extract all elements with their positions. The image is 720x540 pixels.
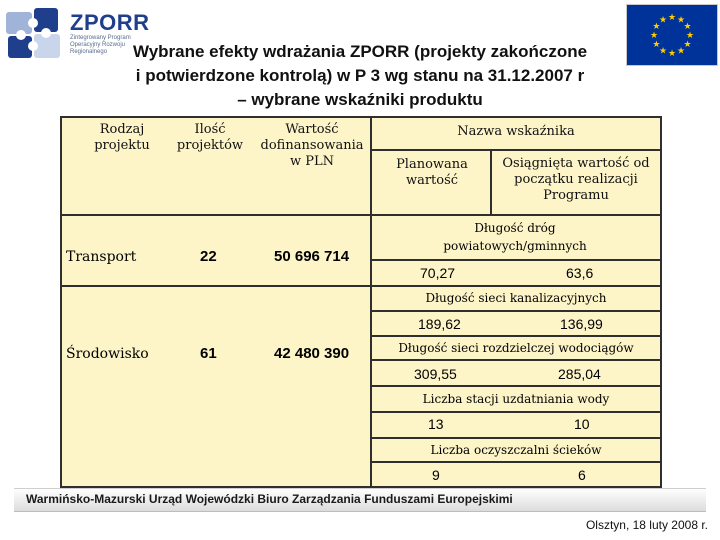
indicator-planned: 13 [428, 416, 444, 432]
header-planned-value: Planowana wartość [396, 157, 468, 188]
indicator-planned: 189,62 [418, 316, 461, 332]
slide-title [70, 40, 650, 112]
indicator-name: Długość sieci kanalizacyjnych [425, 291, 607, 305]
title-line: – wybrane wskaźniki produktu [237, 90, 483, 109]
row-transport-value: 50 696 714 [274, 248, 350, 265]
indicator-achieved: 136,99 [560, 316, 603, 332]
indicator-achieved: 285,04 [558, 366, 601, 382]
table-rule [60, 214, 662, 216]
indicator-planned: 309,55 [414, 366, 457, 382]
table-rule [60, 285, 662, 287]
header-project-type: Rodzaj projektu [94, 122, 150, 153]
header-project-count: Ilość projektów [176, 122, 244, 153]
svg-text:★: ★ [652, 40, 661, 50]
table-rule [60, 116, 662, 118]
indicator-achieved: 63,6 [566, 265, 594, 281]
table-rule [372, 335, 662, 337]
row-environment-value: 42 480 390 [274, 345, 350, 362]
table-rule [660, 116, 662, 488]
header-funding-value: Wartość dofinansowania w PLN [260, 122, 364, 169]
title-line: i potwierdzone kontrolą) w P 3 wg stanu na 31.12.2007 r [135, 66, 585, 85]
row-environment-type: Środowisko [66, 346, 149, 362]
indicator-achieved: 6 [578, 467, 586, 483]
svg-text:★: ★ [685, 31, 695, 41]
puzzle-logo-icon [4, 6, 64, 62]
svg-text:★: ★ [683, 22, 692, 32]
svg-text:★: ★ [652, 22, 661, 32]
footer-institution: Warmińsko-Mazurski Urząd Wojewódzki Biuro Zarządzania Funduszami Europejskimi [26, 492, 513, 506]
table-rule [372, 259, 662, 261]
indicator-name: Liczba stacji uzdatniania wody [422, 392, 610, 406]
indicator-planned: 9 [432, 467, 440, 483]
indicator-name: Długość sieci rozdzielczej wodociągów [398, 341, 634, 355]
table-rule [372, 149, 662, 151]
indicator-name: Długość dróg powiatowych/gminnych [443, 221, 587, 253]
table-rule [60, 116, 62, 488]
table-rule [372, 385, 662, 387]
indicator-achieved: 10 [574, 416, 590, 432]
header-achieved-value: Osiągnięta wartość od początku realizacji Programu [502, 156, 650, 203]
title-line: Wybrane efekty wdrażania ZPORR (projekty zakończone [132, 42, 588, 61]
svg-text:★: ★ [658, 15, 668, 26]
svg-text:★: ★ [676, 15, 686, 26]
svg-text:★: ★ [649, 31, 659, 41]
svg-text:★: ★ [683, 40, 692, 50]
svg-text:★: ★ [676, 46, 686, 57]
table-rule [372, 411, 662, 413]
row-environment-count: 61 [200, 345, 217, 362]
logo-title: ZPORR [70, 10, 150, 35]
table-rule [372, 461, 662, 463]
indicator-name: Liczba oczyszczalni ścieków [430, 443, 602, 457]
indicator-planned: 70,27 [420, 265, 456, 281]
svg-text:★: ★ [667, 13, 677, 23]
logo-subtitle: Zintegrowany Program Operacyjny Rozwoju Regionalnego [70, 35, 131, 55]
table-rule [372, 437, 662, 439]
table-rule [490, 149, 492, 214]
row-transport-type: Transport [66, 249, 137, 265]
table-rule [370, 116, 372, 488]
footer-date: Olsztyn, 18 luty 2008 r. [585, 518, 708, 532]
svg-text:★: ★ [667, 49, 677, 59]
row-transport-count: 22 [200, 248, 217, 265]
table-rule [372, 359, 662, 361]
svg-text:★: ★ [658, 46, 668, 57]
table-rule [372, 310, 662, 312]
header-indicator-name: Nazwa wskaźnika [457, 124, 575, 139]
